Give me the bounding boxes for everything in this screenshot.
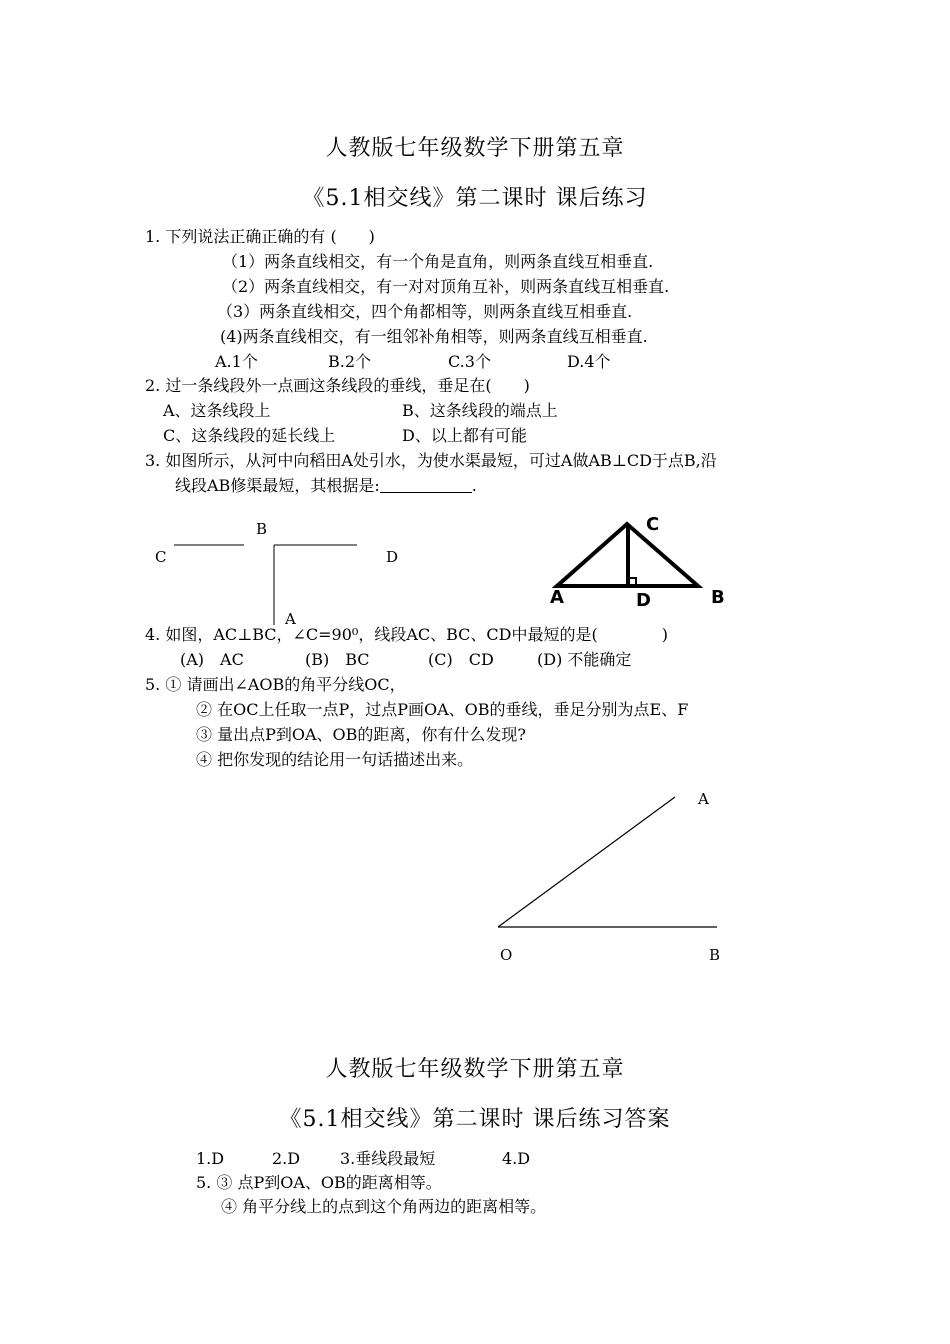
q2-stem: 2. 过一条线段外一点画这条线段的垂线，垂足在( ) xyxy=(145,376,530,395)
q4-label-d: D xyxy=(636,590,651,611)
q4-right-angle-mark xyxy=(628,578,636,586)
q5-label-a: A xyxy=(698,790,709,808)
q4-label-a: A xyxy=(550,587,564,608)
q4-label-c: C xyxy=(646,514,660,535)
q1-statement-1: （1）两条直线相交，有一个角是直角，则两条直线互相垂直. xyxy=(222,252,654,271)
q2-option-b: B、这条线段的端点上 xyxy=(402,401,558,420)
answer-5-part-3: 5. ③ 点P到OA、OB的距离相等。 xyxy=(196,1173,442,1192)
q4-option-d: (D) 不能确定 xyxy=(537,650,632,669)
q1-stem: 1. 下列说法正确正确的有 ( ) xyxy=(145,227,375,246)
q1-option-c: C.3个 xyxy=(448,352,491,371)
q3-line-2-end: . xyxy=(471,476,477,495)
q3-label-d: D xyxy=(386,548,399,566)
q4-option-b: (B) BC xyxy=(305,650,370,669)
page-subtitle: 《5.1相交线》第二课时 课后练习 xyxy=(302,186,648,211)
answers-subtitle: 《5.1相交线》第二课时 课后练习答案 xyxy=(279,1107,671,1132)
answer-1: 1.D xyxy=(196,1149,225,1168)
q5-line-4: ④ 把你发现的结论用一句话描述出来。 xyxy=(196,750,474,769)
q4-triangle-abc xyxy=(557,524,698,586)
q3-line-2-text: 线段AB修渠最短，其根据是: xyxy=(175,476,380,495)
q1-option-d: D.4个 xyxy=(567,352,611,371)
q1-statement-2: （2）两条直线相交，有一对对顶角互补，则两条直线互相垂直. xyxy=(222,277,670,296)
answer-3: 3.垂线段最短 xyxy=(340,1149,436,1168)
q1-option-a: A.1个 xyxy=(215,352,258,371)
q1-statement-3: （3）两条直线相交，四个角都相等，则两条直线互相垂直. xyxy=(217,302,633,321)
q2-option-c: C、这条线段的延长线上 xyxy=(163,426,336,445)
q3-label-c: C xyxy=(155,548,167,566)
q4-option-c: (C) CD xyxy=(428,650,494,669)
q5-line-3: ③ 量出点P到OA、OB的距离，你有什么发现? xyxy=(196,725,526,744)
q3-line-2 xyxy=(175,476,477,496)
q3-line-1: 3. 如图所示，从河中向稻田A处引水，为使水渠最短，可过A做AB⊥CD于点B,沿 xyxy=(145,451,717,470)
q1-option-b: B.2个 xyxy=(328,352,372,371)
answer-4: 4.D xyxy=(502,1149,531,1168)
q3-label-b: B xyxy=(256,520,268,538)
q5-line-2: ② 在OC上任取一点P，过点P画OA、OB的垂线，垂足分别为点E、F xyxy=(196,700,689,719)
q4-stem: 4. 如图，AC⊥BC，∠C=90⁰，线段AC、BC、CD中最短的是( ) xyxy=(145,625,668,644)
q2-option-d: D、以上都有可能 xyxy=(402,426,527,445)
q3-label-a: A xyxy=(285,610,296,628)
page-title: 人教版七年级数学下册第五章 xyxy=(325,136,625,161)
answers-title: 人教版七年级数学下册第五章 xyxy=(325,1057,625,1082)
q4-option-a: (A) AC xyxy=(180,650,244,669)
q3-answer-blank xyxy=(380,476,472,493)
q5-line-1: 5. ① 请画出∠AOB的角平分线OC， xyxy=(145,675,406,694)
q2-option-a: A、这条线段上 xyxy=(163,401,271,420)
q5-label-b: B xyxy=(709,946,721,964)
q1-statement-4: (4)两条直线相交，有一组邻补角相等，则两条直线互相垂直. xyxy=(220,327,648,346)
answer-2: 2.D xyxy=(272,1149,301,1168)
q5-ray-oa xyxy=(498,797,675,927)
answer-5-part-4: ④ 角平分线上的点到这个角两边的距离相等。 xyxy=(221,1197,547,1216)
q5-label-o: O xyxy=(500,946,513,964)
q4-label-b: B xyxy=(711,587,725,608)
